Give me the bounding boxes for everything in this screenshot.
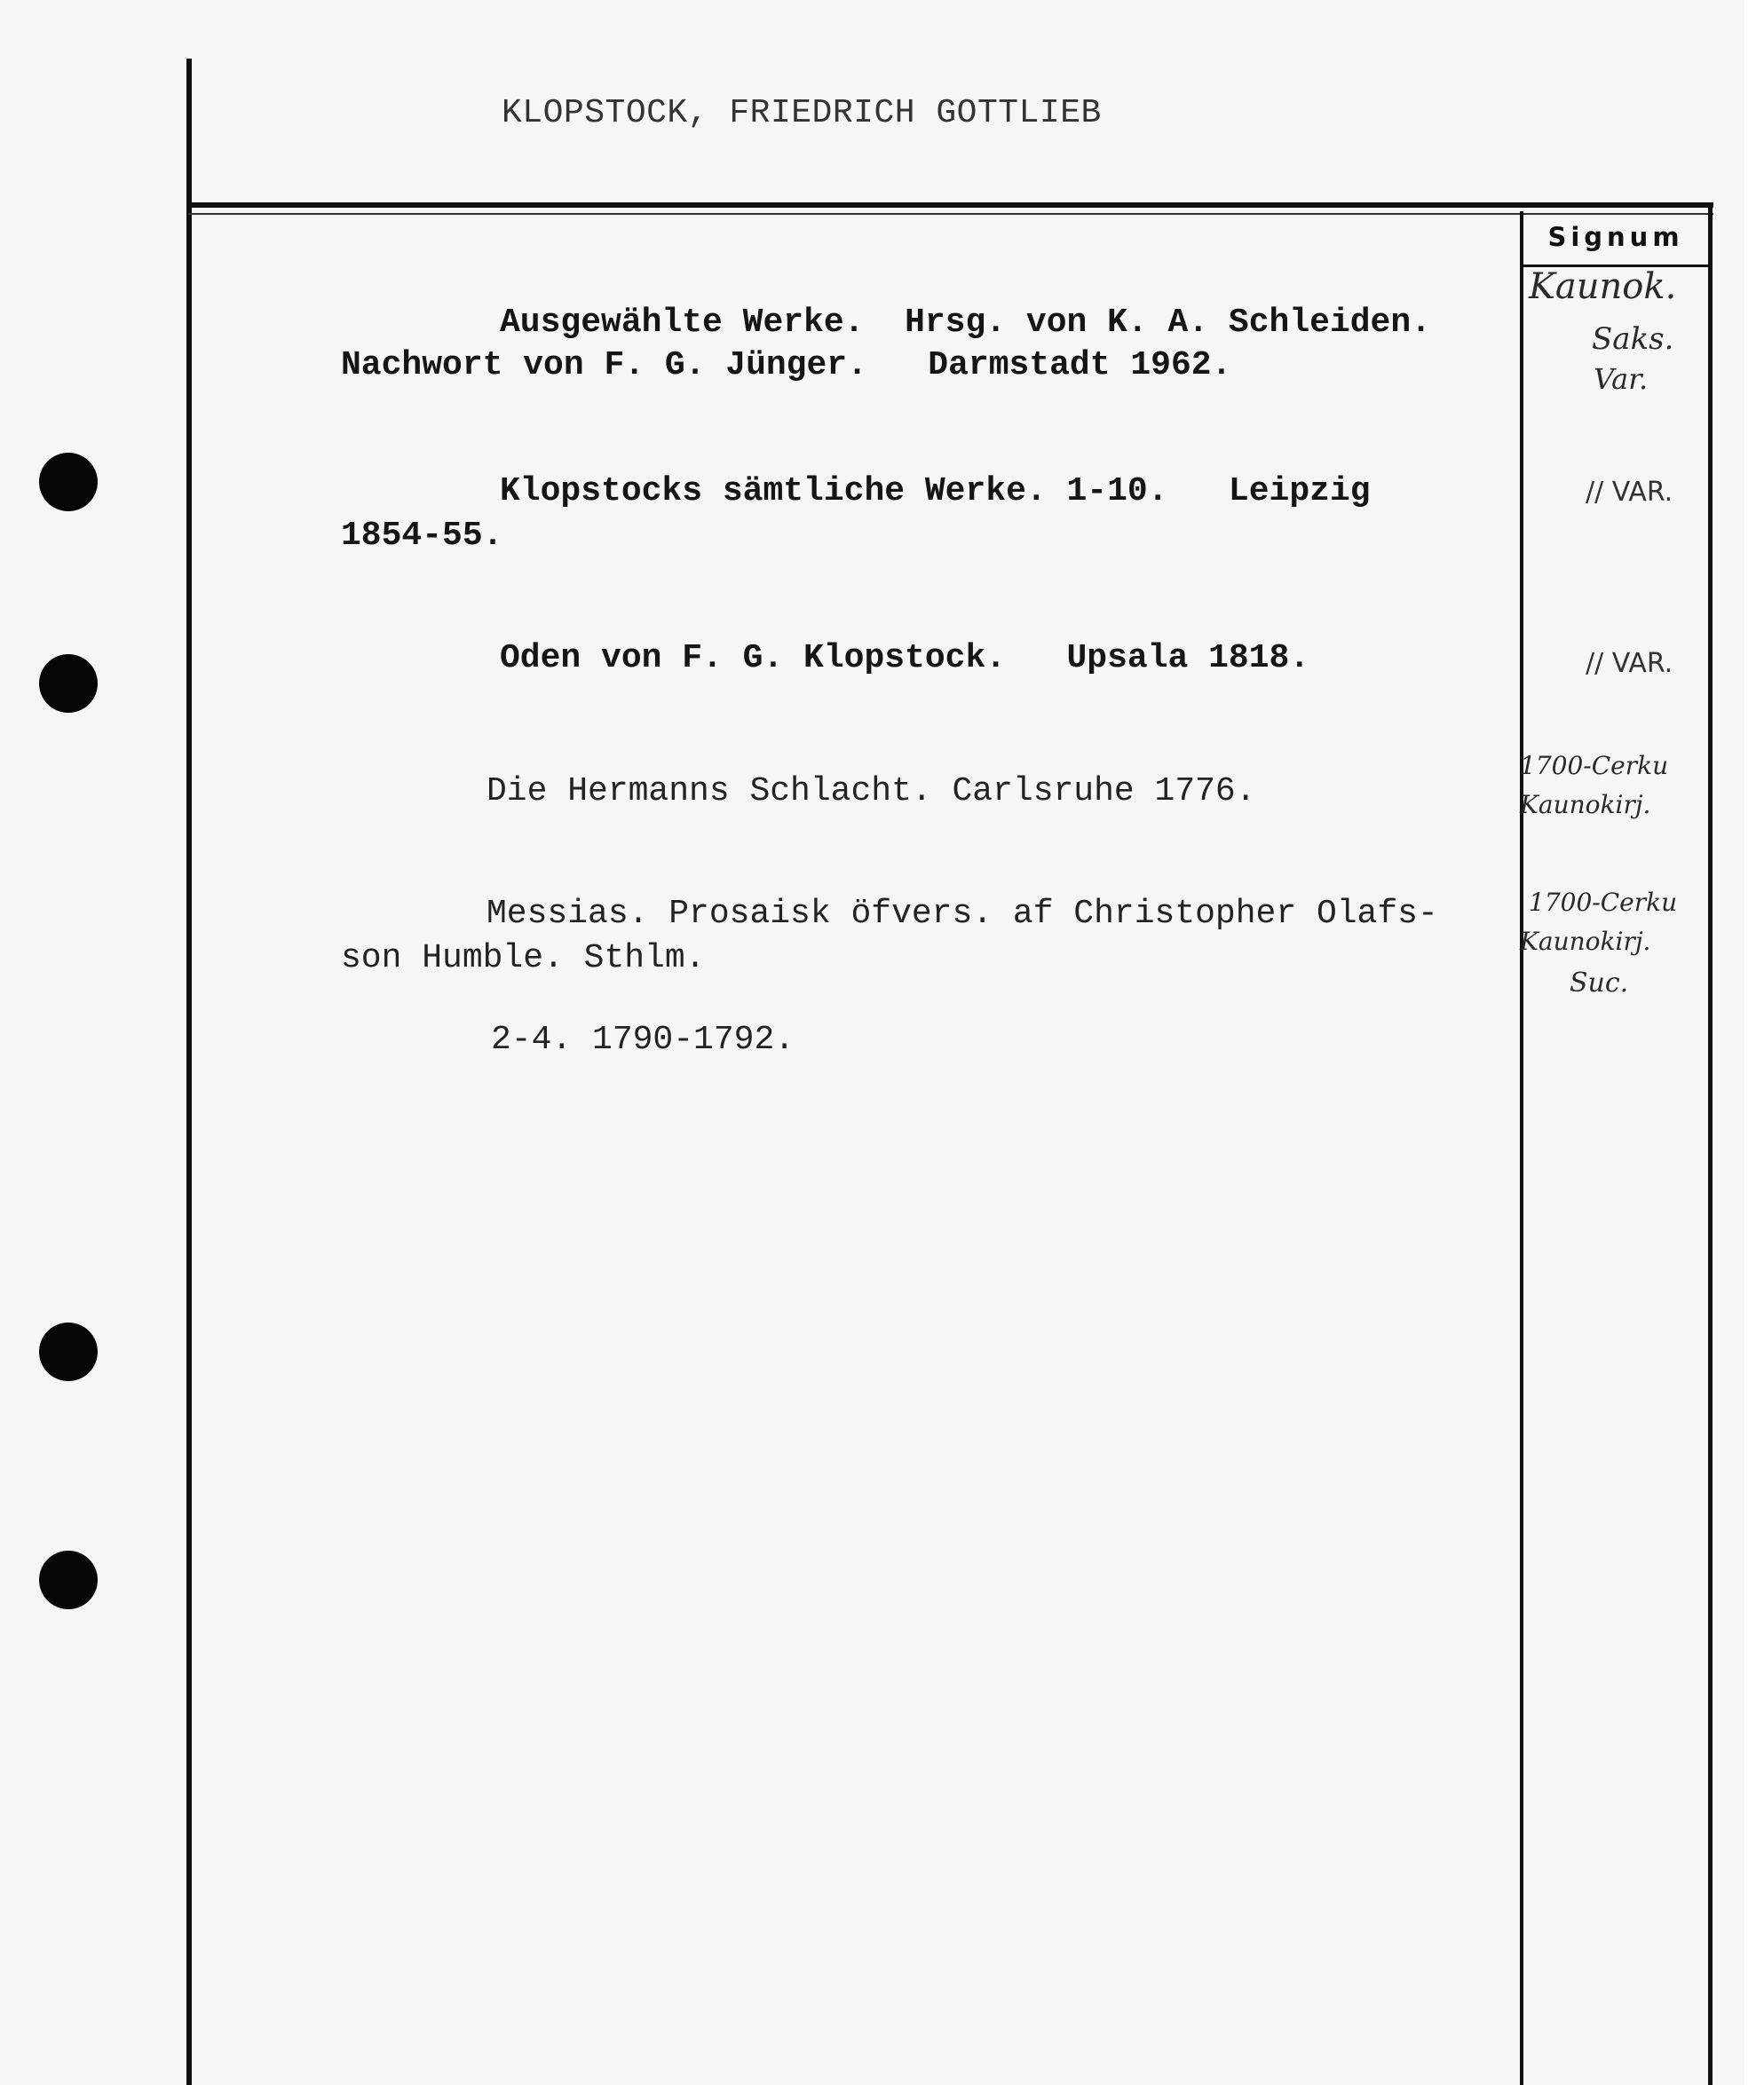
entry-5-signum-1: 1700-Cerku [1529,888,1678,917]
entry-5-signum-2: Kaunokirj. [1520,927,1651,956]
entry-2-line-1: Klopstocks sämtliche Werke. 1-10. Leipzig [500,472,1371,510]
entry-5-line-1: Messias. Prosaisk öfvers. af Christopher Olafs- [486,895,1438,933]
scan-margin [1744,0,1764,2085]
punch-hole [39,1323,98,1381]
signum-column-label: Signum [1547,222,1684,252]
entry-1-line-2: Nachwort von F. G. Jünger. Darmstadt 1962. [341,346,1232,384]
entry-1-signum-3: Var. [1594,362,1649,396]
signum-column-rule [1520,211,1523,2085]
entry-5-signum-3: Suc. [1570,967,1629,999]
entry-5-line-3: 2-4. 1790-1792. [491,1021,795,1059]
entry-2-line-2: 1854-55. [341,517,503,555]
entry-5-line-2: son Humble. Sthlm. [341,939,706,977]
entry-4-signum-2: Kaunokirj. [1520,790,1651,819]
punch-hole [39,453,98,511]
punch-hole [39,654,98,713]
entry-4-line-1: Die Hermanns Schlacht. Carlsruhe 1776. [486,772,1256,810]
entry-1-line-1: Ausgewählte Werke. Hrsg. von K. A. Schleiden. [500,304,1431,342]
punch-hole [39,1551,98,1609]
header-rule [188,202,1713,208]
entry-3-signum: // VAR. [1586,648,1673,679]
right-rule [1708,208,1713,2085]
left-rule [186,59,192,2085]
entry-4-signum-1: 1700-Cerku [1520,751,1669,780]
author-heading: KLOPSTOCK, FRIEDRICH GOTTLIEB [502,94,1102,132]
entry-1-signum-2: Saks. [1592,321,1674,357]
header-rule-thin [188,213,1713,215]
entry-1-signum-1: Kaunok. [1529,266,1677,307]
entry-3-line-1: Oden von F. G. Klopstock. Upsala 1818. [500,639,1310,677]
entry-2-signum: // VAR. [1586,477,1673,508]
